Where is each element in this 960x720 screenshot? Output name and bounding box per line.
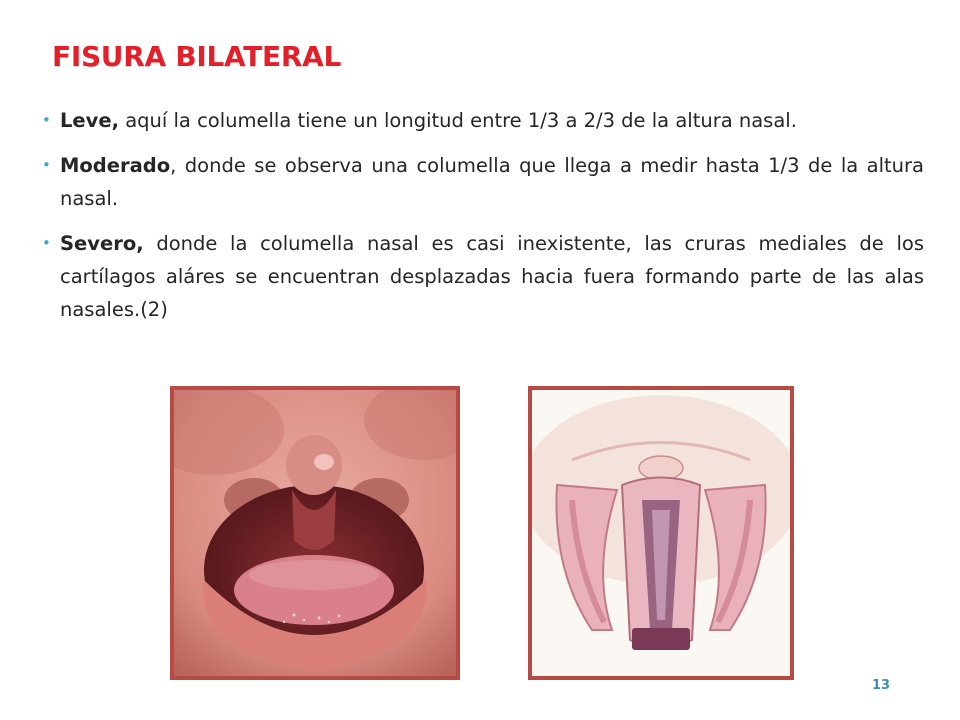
bullet-text: donde la columella nasal es casi inexistente, las cruras mediales de los cartílagos aláres se encuentran desplazadas hacia fuera formando parte de las alas nasales.(2) (60, 232, 924, 321)
bullet-item-severo (40, 227, 924, 326)
anatomical-drawing (528, 386, 794, 680)
page-title: FISURA BILATERAL (52, 40, 342, 73)
bullet-list (40, 104, 924, 338)
bullet-dot-icon: • (42, 234, 51, 252)
bullet-dot-icon: • (42, 111, 51, 129)
bullet-item-leve (40, 104, 924, 137)
bullet-label: Severo, (60, 232, 144, 255)
bullet-dot-icon: • (42, 156, 51, 174)
page-number: 13 (872, 678, 891, 693)
clinical-photo (170, 386, 460, 680)
bullet-item-moderado (40, 149, 924, 215)
bullet-text: aquí la columella tiene un longitud entre 1/3 a 2/3 de la altura nasal. (119, 109, 797, 132)
bullet-label: Moderado (60, 154, 171, 177)
clinical-photo-image (174, 390, 456, 676)
bullet-label: Leve, (60, 109, 119, 132)
bullet-text: , donde se observa una columella que llega a medir hasta 1/3 de la altura nasal. (60, 154, 924, 210)
anatomical-drawing-image (532, 390, 790, 676)
